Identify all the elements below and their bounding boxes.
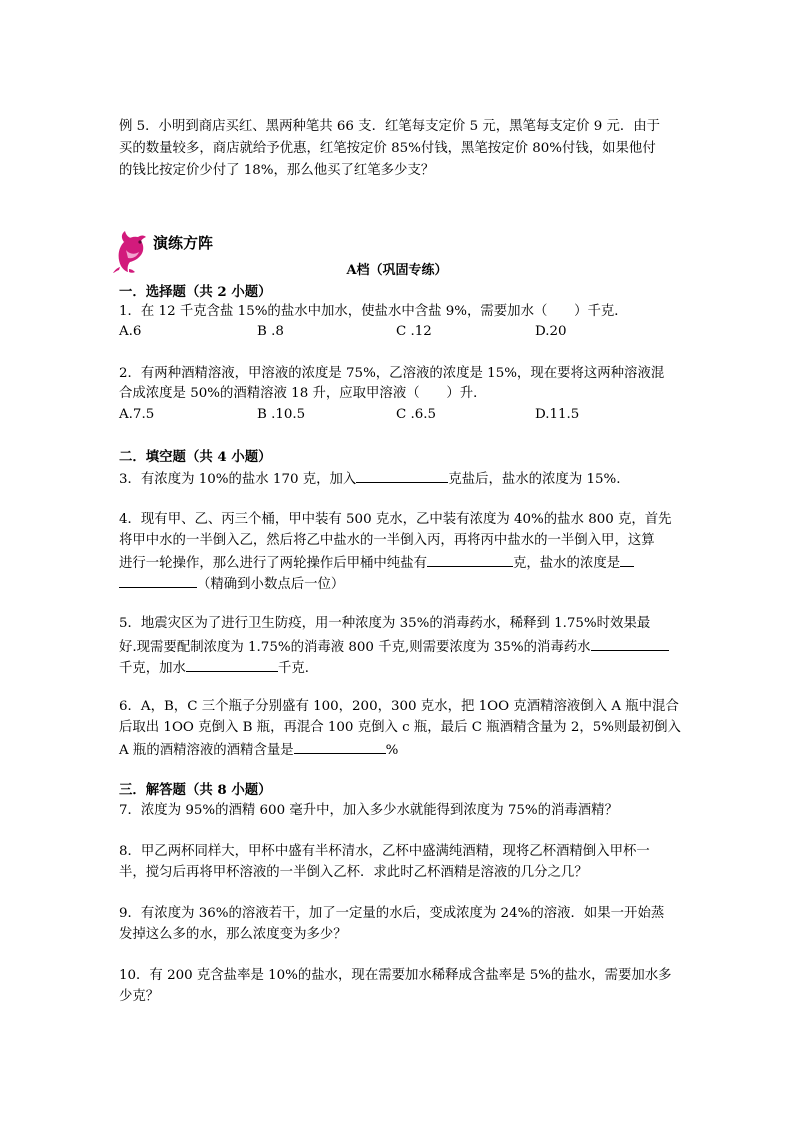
q5-line-1: 5．地震灾区为了进行卫生防疫，用一种浓度为 35%的消毒药水，稀释到 1.75%时效果最 xyxy=(119,616,651,631)
q3 xyxy=(119,468,621,488)
q2-option-d: D.11.5 xyxy=(535,407,580,422)
q10-line-1: 10．有 200 克含盐率是 10%的盐水，现在需要加水稀释成含盐率是 5%的盐水，需要加水多 xyxy=(119,968,672,983)
q4-text-c: （精确到小数点后一位） xyxy=(197,577,345,592)
q3-text-a: 3．有浓度为 10%的盐水 170 克，加入 xyxy=(119,472,357,487)
part1-heading: 一．选择题（共 2 小题） xyxy=(119,284,272,300)
q2-option-a: A.7.5 xyxy=(119,407,155,422)
q4-line-3 xyxy=(119,552,634,572)
q6-text-b: % xyxy=(385,743,399,758)
q10-line-2: 少克？ xyxy=(119,989,160,1004)
q9-line-1: 9．有浓度为 36%的溶液若干，加了一定量的水后，变成浓度为 24%的溶液．如果一开始蒸 xyxy=(119,906,665,921)
q2-line-1: 2．有两种酒精溶液，甲溶液的浓度是 75%，乙溶液的浓度是 15%，现在要将这两种溶液混 xyxy=(119,366,665,381)
q4-blank-salt[interactable] xyxy=(427,552,513,567)
q4-text-a: 进行一轮操作，那么进行了两轮操作后甲桶中纯盐有 xyxy=(119,556,427,571)
part2-heading: 二．填空题（共 4 小题） xyxy=(119,449,272,465)
q6-line-3 xyxy=(119,739,398,759)
q4-line-2: 将甲中水的一半倒入乙，然后将乙中盐水的一半倒入丙，再将丙中盐水的一半倒入甲，这算 xyxy=(119,533,655,548)
example-5-line-1: 例 5．小明到商店买红、黑两种笔共 66 支．红笔每支定价 5 元，黑笔每支定价 9 元．由于 xyxy=(119,119,661,134)
q4-text-b: 克，盐水的浓度是 xyxy=(512,556,621,571)
q5-line-2 xyxy=(119,636,669,656)
example-5-line-3: 的钱比按定价少付了 18%，那么他买了红笔多少支？ xyxy=(119,163,435,178)
q1-option-c: C .12 xyxy=(396,324,432,339)
q4-line-4 xyxy=(119,573,344,593)
q3-text-b: 克盐后，盐水的浓度为 15%. xyxy=(448,472,621,487)
q1-stem: 1．在 12 千克含盐 15%的盐水中加水，使盐水中含盐 9%，需要加水（ ）千克． xyxy=(119,304,628,319)
q9-line-2: 发掉这么多的水，那么浓度变为多少？ xyxy=(119,927,347,942)
q1-option-a: A.6 xyxy=(119,324,142,339)
q5-blank-water[interactable] xyxy=(186,657,278,672)
q4-line-1: 4．现有甲、乙、丙三个桶，甲中装有 500 克水，乙中装有浓度为 40%的盐水 800 克，首先 xyxy=(119,512,672,527)
q2-option-b: B .10.5 xyxy=(257,407,306,422)
q1-option-d: D.20 xyxy=(535,324,567,339)
q5-text-c: 千克． xyxy=(277,661,319,676)
q7: 7．浓度为 95%的酒精 600 毫升中，加入多少水就能得到浓度为 75%的消毒酒精？ xyxy=(119,803,618,818)
q6-text-a: A 瓶的酒精溶液的酒精含量是 xyxy=(119,743,294,758)
subtitle: A档（巩固专练） xyxy=(346,263,448,278)
q2-line-2: 合成浓度是 50%的酒精溶液 18 升，应取甲溶液（ ）升． xyxy=(119,386,487,401)
q5-text-b: 千克，加水 xyxy=(119,661,186,676)
part3-heading: 三．解答题（共 8 小题） xyxy=(119,782,272,798)
q6-line-1: 6．A，B，C 三个瓶子分别盛有 100，200，300 克水，把 1OO 克酒精溶液倒入 A 瓶中混合 xyxy=(119,699,679,714)
q6-blank[interactable] xyxy=(294,739,386,754)
q8-line-2: 半，搅匀后再将甲杯溶液的一半倒入乙杯．求此时乙杯酒精是溶液的几分之几？ xyxy=(119,865,588,880)
q5-line-3 xyxy=(119,657,318,677)
q3-blank[interactable] xyxy=(356,468,448,483)
q5-text-a: 好.现需要配制浓度为 1.75%的消毒液 800 千克,则需要浓度为 35%的消毒药水 xyxy=(119,640,591,655)
q4-blank-concentration[interactable] xyxy=(119,573,197,588)
q4-blank-concentration-start[interactable] xyxy=(620,552,634,567)
section-title: 演练方阵 xyxy=(153,234,214,252)
q6-line-2: 后取出 1OO 克倒入 B 瓶，再混合 100 克倒入 c 瓶，最后 C 瓶酒精含量为 2，5%则最初倒入 xyxy=(119,720,681,735)
q8-line-1: 8．甲乙两杯同样大，甲杯中盛有半杯清水，乙杯中盛满纯酒精，现将乙杯酒精倒入甲杯一 xyxy=(119,844,650,859)
q2-option-c: C .6.5 xyxy=(396,407,437,422)
q1-option-b: B .8 xyxy=(257,324,284,339)
q5-blank-medicine[interactable] xyxy=(591,636,669,651)
example-5-line-2: 买的数量较多，商店就给予优惠，红笔按定价 85%付钱，黑笔按定价 80%付钱，如果他付 xyxy=(119,141,656,156)
